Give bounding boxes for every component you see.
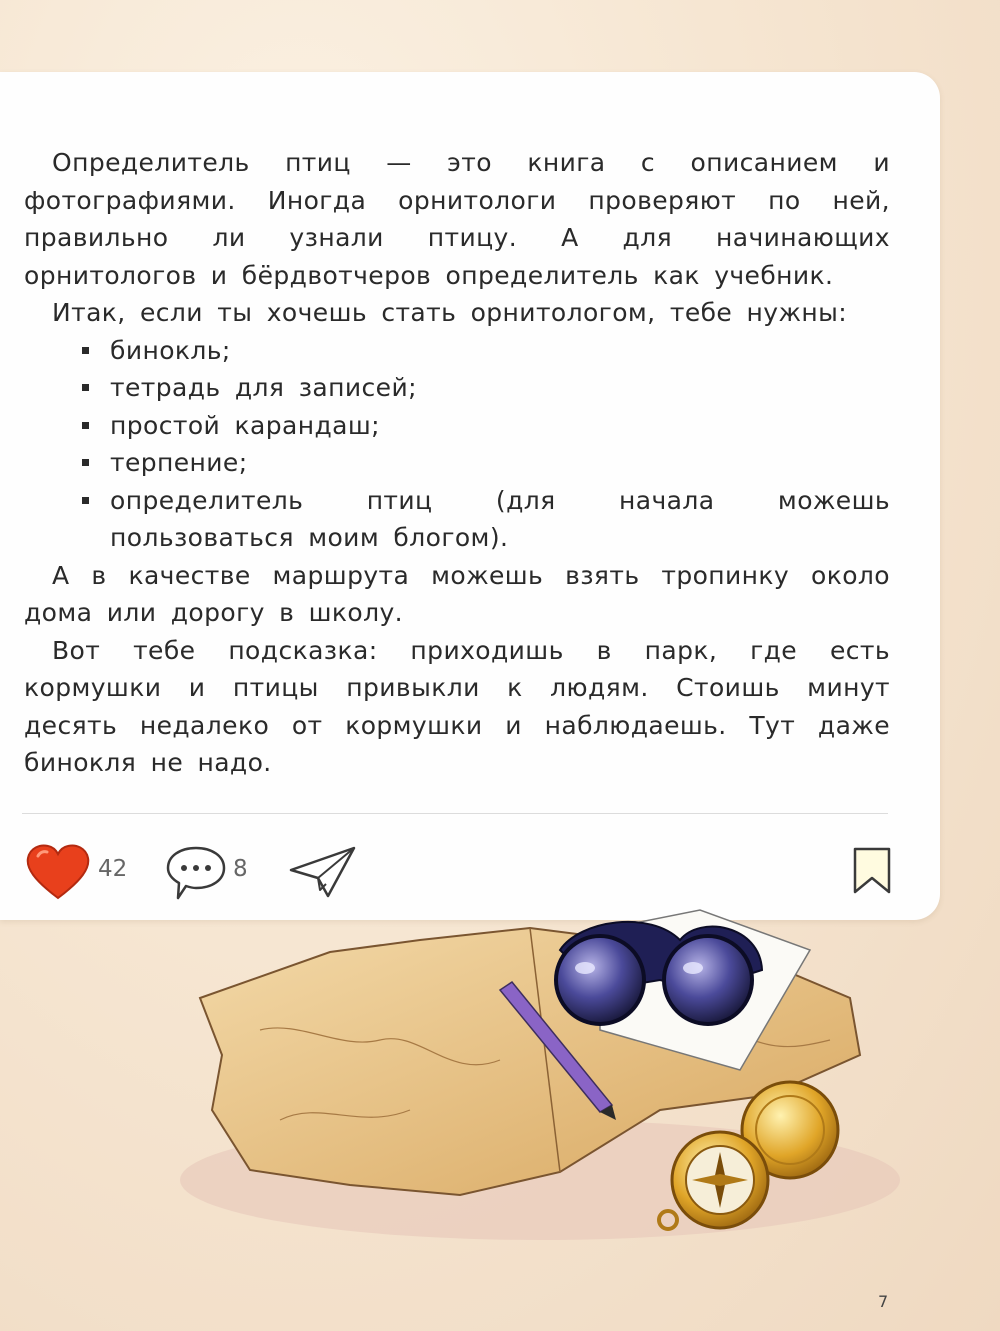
map-binoculars-compass-illustration	[0, 880, 1000, 1280]
divider	[22, 813, 888, 814]
bullet-icon	[82, 347, 89, 354]
comment-count: 8	[233, 856, 248, 882]
bullet-icon	[82, 422, 89, 429]
post-paragraph: Итак, если ты хочешь стать орнитологом, тебе нужны:	[52, 298, 848, 327]
like-count: 42	[98, 856, 128, 882]
bullet-icon	[82, 459, 89, 466]
bullet-icon	[82, 497, 89, 504]
list-item-text: простой карандаш;	[110, 410, 380, 440]
list-item	[110, 482, 890, 557]
post-body	[24, 144, 890, 782]
post-paragraph: А в качестве маршрута можешь взять тропинку около дома или дорогу в школу.	[24, 560, 890, 627]
bullet-icon	[82, 384, 89, 391]
list-item	[110, 407, 890, 445]
post-paragraph: Определитель птиц — это книга с описанием и фотографиями. Иногда орнитологи проверяют по ней, правильно ли узнали птицу. А для начинающих орнитологов и бёрдвотчеров определитель как учебник.	[24, 148, 890, 290]
list-item-text: определитель птиц (для начала можешь пользоваться моим блогом).	[110, 485, 890, 552]
list-item-text: бинокль;	[110, 335, 231, 365]
list-item-text: терпение;	[110, 448, 248, 477]
page-number: 7	[878, 1292, 889, 1311]
list-item	[110, 332, 890, 370]
equipment-list	[24, 332, 890, 557]
list-item-text: тетрадь для записей;	[110, 373, 417, 402]
list-item	[110, 369, 890, 407]
list-item	[110, 444, 890, 482]
post-paragraph: Вот тебе подсказка: приходишь в парк, где есть кормушки и птицы привыкли к людям. Стоишь минут десять недалеко от кормушки и наблюдаешь. Тут даже бинокля не надо.	[24, 635, 890, 777]
